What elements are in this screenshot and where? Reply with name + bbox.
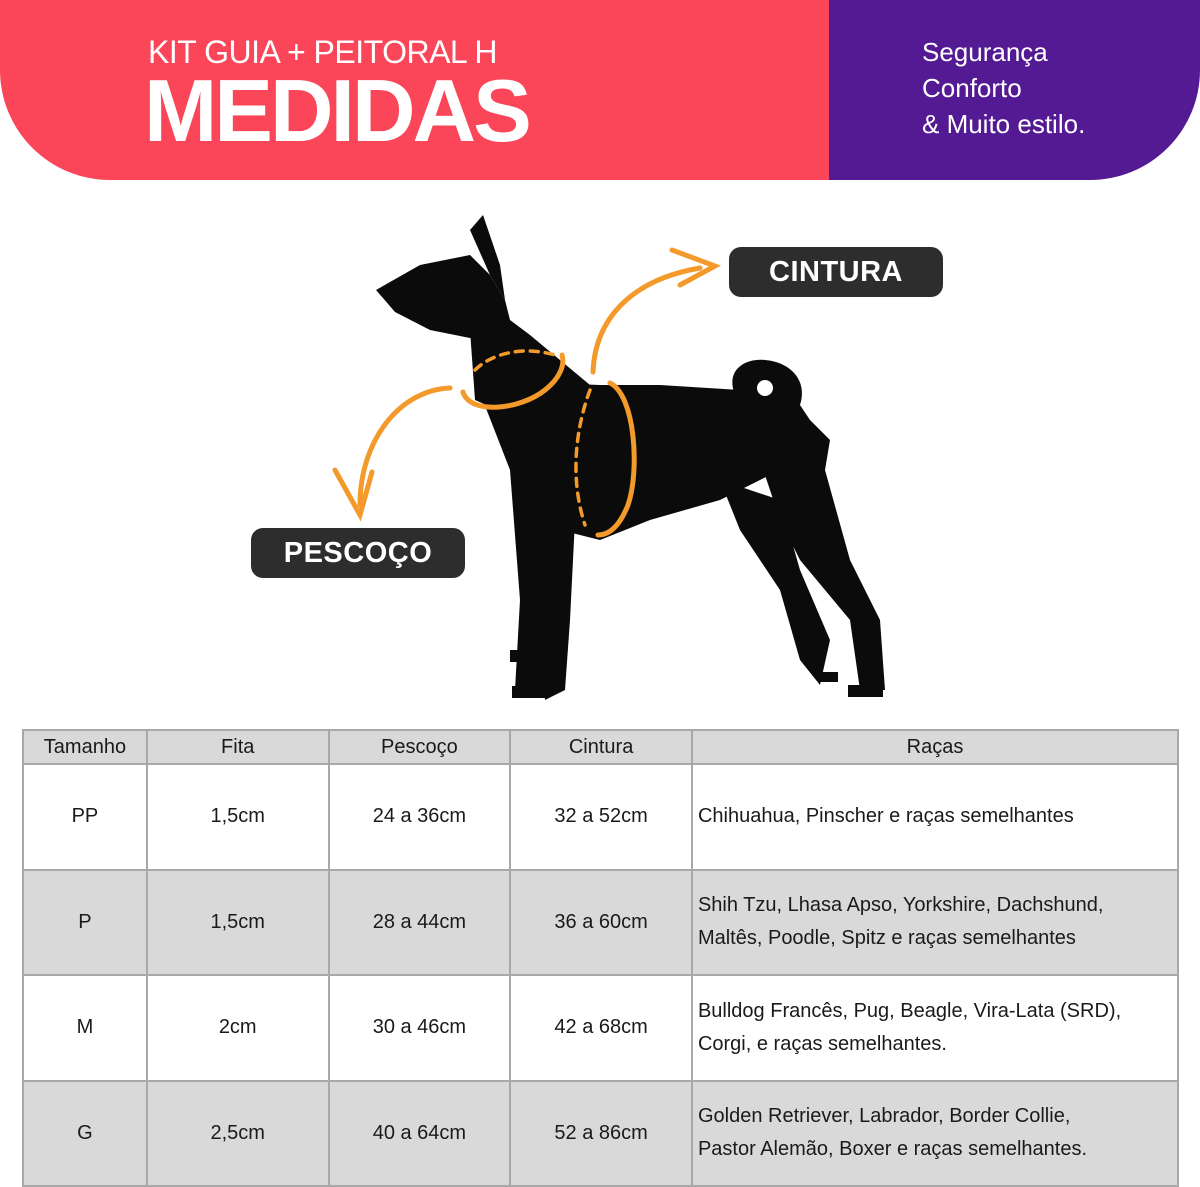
strap-cell: 2,5cm (147, 1081, 329, 1187)
breeds-line: Pastor Alemão, Boxer e raças semelhantes. (697, 1138, 1088, 1161)
table-row (23, 764, 1178, 870)
column-header-waist: Cintura (510, 730, 692, 764)
column-header-breeds: Raças (692, 730, 1178, 764)
tagline-line: Segurança (922, 37, 1048, 67)
strap-cell: 1,5cm (147, 764, 329, 870)
column-header-neck: Pescoço (329, 730, 511, 764)
breeds-cell (692, 975, 1178, 1081)
breeds-cell (692, 870, 1178, 976)
banner-left-panel (0, 0, 829, 180)
neck-cell: 40 a 64cm (329, 1081, 511, 1187)
table-row (23, 1081, 1178, 1187)
table-header-row (23, 730, 1178, 764)
table-row (23, 870, 1178, 976)
strap-cell: 1,5cm (147, 870, 329, 976)
neck-cell: 24 a 36cm (329, 764, 511, 870)
tagline-line: & Muito estilo. (922, 109, 1086, 139)
strap-cell: 2cm (147, 975, 329, 1081)
size-cell: G (23, 1081, 147, 1187)
waist-cell: 32 a 52cm (510, 764, 692, 870)
column-header-strap: Fita (147, 730, 329, 764)
neck-label: PESCOÇO (251, 528, 465, 578)
waist-cell: 42 a 68cm (510, 975, 692, 1081)
breeds-line: Maltês, Poodle, Spitz e raças semelhantes (697, 927, 1076, 950)
size-cell: M (23, 975, 147, 1081)
column-header-size: Tamanho (23, 730, 147, 764)
neck-cell: 30 a 46cm (329, 975, 511, 1081)
breeds-line: Shih Tzu, Lhasa Apso, Yorkshire, Dachshund, (697, 894, 1104, 917)
breeds-cell (692, 764, 1178, 870)
breeds-line: Golden Retriever, Labrador, Border Collie, (697, 1105, 1071, 1128)
header-banner (0, 0, 1200, 180)
breeds-line: Corgi, e raças semelhantes. (697, 1032, 947, 1055)
tagline (922, 34, 1085, 142)
size-table (22, 729, 1179, 1187)
waist-cell: 36 a 60cm (510, 870, 692, 976)
size-cell: P (23, 870, 147, 976)
table-row (23, 975, 1178, 1081)
breeds-line: Chihuahua, Pinscher e raças semelhantes (697, 805, 1074, 828)
size-cell: PP (23, 764, 147, 870)
tagline-line: Conforto (922, 73, 1022, 103)
product-kicker: KIT GUIA + PEITORAL H (148, 34, 498, 70)
neck-cell: 28 a 44cm (329, 870, 511, 976)
breeds-line: Bulldog Francês, Pug, Beagle, Vira-Lata (SRD), (697, 999, 1122, 1022)
page-title: MEDIDAS (144, 61, 529, 160)
waist-cell: 52 a 86cm (510, 1081, 692, 1187)
breeds-cell (692, 1081, 1178, 1187)
waist-label: CINTURA (729, 247, 943, 297)
